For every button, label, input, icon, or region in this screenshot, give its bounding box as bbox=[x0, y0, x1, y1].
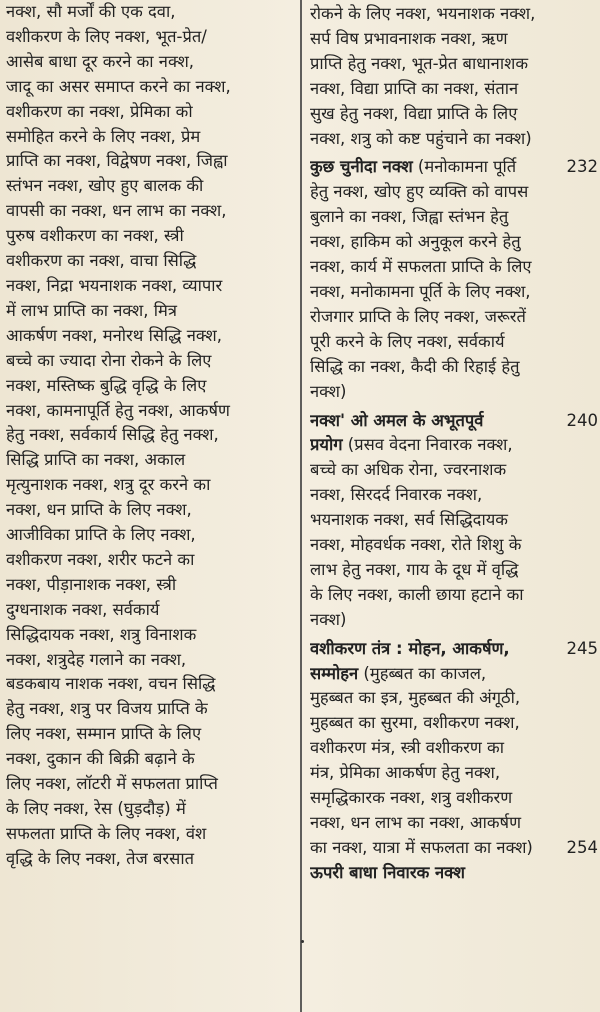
left-text-line: वशीकरण का नक्श, प्रेमिका को bbox=[6, 101, 193, 121]
right-intro-text bbox=[310, 2, 598, 151]
left-text-line: नक्श, मस्तिष्क बुद्धि वृद्धि के लिए bbox=[6, 375, 207, 395]
right-intro-line: सुख हेतु नक्श, विद्या प्राप्ति के लिए bbox=[310, 103, 518, 123]
left-text-line: वापसी का नक्श, धन लाभ का नक्श, bbox=[6, 201, 227, 221]
entry-text: (मनोकामना पूर्ति bbox=[412, 157, 517, 177]
entry-line: हेतु नक्श, खोए हुए व्यक्ति को वापस bbox=[310, 182, 529, 202]
left-text-line: नक्श, सौ मर्जों की एक दवा, bbox=[6, 2, 176, 21]
left-text-line: प्राप्ति का नक्श, विद्वेषण नक्श, जिह्वा bbox=[6, 151, 228, 171]
left-text-line: आसेब बाधा दूर करने का नक्श, bbox=[6, 51, 195, 71]
entry-text: (प्रसव वेदना निवारक नक्श, bbox=[342, 435, 513, 455]
entry-line: नक्श, हाकिम को अनुकूल करने हेतु bbox=[310, 232, 521, 252]
entry-line: नक्श, मोहवर्धक नक्श, रोते शिशु के bbox=[310, 535, 522, 555]
left-text-line: लिए नक्श, लॉटरी में सफलता प्राप्ति bbox=[6, 774, 218, 794]
entry-line: बच्चे का अधिक रोना, ज्वरनाशक bbox=[310, 460, 507, 480]
entry-line: नक्श) bbox=[310, 381, 347, 401]
page-number: 245 bbox=[566, 638, 598, 658]
print-speck bbox=[301, 940, 304, 943]
entry-title-continued: प्रयोग bbox=[310, 435, 343, 455]
entry-text: (मुहब्बत का काजल, bbox=[358, 663, 487, 683]
left-text-line: नक्श, निद्रा भयनाशक नक्श, व्यापार bbox=[6, 275, 223, 295]
entry-line: नक्श, मनोकामना पूर्ति के लिए नक्श, bbox=[310, 281, 531, 301]
left-text-line: मृत्युनाशक नक्श, शत्रु दूर करने का bbox=[6, 475, 211, 495]
entry-title: कुछ चुनीदा नक्श bbox=[310, 157, 413, 177]
left-column bbox=[6, 0, 294, 872]
right-column bbox=[310, 2, 598, 886]
toc-entry bbox=[310, 637, 598, 861]
entry-line: नक्श, सिरदर्द निवारक नक्श, bbox=[310, 485, 483, 505]
entry-body bbox=[310, 180, 598, 404]
entry-line: बुलाने का नक्श, जिह्वा स्तंभन हेतु bbox=[310, 207, 509, 227]
left-text-line: में लाभ प्राप्ति का नक्श, मित्र bbox=[6, 300, 178, 320]
entry-title: ऊपरी बाधा निवारक नक्श bbox=[310, 862, 465, 882]
entry-line: पूरी करने के लिए नक्श, सर्वकार्य bbox=[310, 331, 505, 351]
left-text-line: नक्श, धन प्राप्ति के लिए नक्श, bbox=[6, 500, 192, 520]
entry-line: वशीकरण मंत्र, स्त्री वशीकरण का bbox=[310, 738, 504, 758]
left-text-line: बडकबाय नाशक नक्श, वचन सिद्धि bbox=[6, 674, 216, 694]
right-intro-line: रोकने के लिए नक्श, भयनाशक नक्श, bbox=[310, 4, 536, 23]
toc-entry bbox=[310, 861, 598, 886]
column-divider bbox=[300, 0, 302, 1012]
left-text-line: हेतु नक्श, सर्वकार्य सिद्धि हेतु नक्श, bbox=[6, 425, 219, 445]
left-text-line: नक्श, शत्रुदेह गलाने का नक्श, bbox=[6, 649, 187, 669]
entry-line: के लिए नक्श, काली छाया हटाने का bbox=[310, 584, 524, 604]
left-text-line: के लिए नक्श, रेस (घुड़दौड़) में bbox=[6, 799, 186, 818]
entry-line: लाभ हेतु नक्श, गाय के दूध में वृद्धि bbox=[310, 559, 519, 579]
left-text-line: नक्श, दुकान की बिक्री बढ़ाने के bbox=[6, 749, 195, 769]
left-text-line: आकर्षण नक्श, मनोरथ सिद्धि नक्श, bbox=[6, 325, 222, 345]
right-intro-line: प्राप्ति हेतु नक्श, भूत-प्रेत बाधानाशक bbox=[310, 53, 529, 73]
entry-title-continued: सम्मोहन bbox=[310, 663, 359, 683]
toc-entry bbox=[310, 155, 598, 404]
right-intro-line: नक्श, शत्रु को कष्ट पहुंचाने का नक्श) bbox=[310, 128, 532, 148]
entry-title: नक्श' ओ अमल के अभूतपूर्व bbox=[310, 410, 484, 430]
entry-line: समृद्धिकारक नक्श, शत्रु वशीकरण bbox=[310, 788, 513, 808]
entry-line: भयनाशक नक्श, सर्व सिद्धिदायक bbox=[310, 510, 508, 530]
entry-body bbox=[310, 458, 598, 632]
left-text-line: हेतु नक्श, शत्रु पर विजय प्राप्ति के bbox=[6, 699, 208, 719]
left-text-line: आजीविका प्राप्ति के लिए नक्श, bbox=[6, 525, 196, 545]
left-text-line: बच्चे का ज्यादा रोना रोकने के लिए bbox=[6, 350, 212, 370]
left-text-line: दुग्धनाशक नक्श, सर्वकार्य bbox=[6, 599, 160, 619]
left-text-line: पुरुष वशीकरण का नक्श, स्त्री bbox=[6, 226, 184, 246]
left-text-line: सफलता प्राप्ति के लिए नक्श, वंश bbox=[6, 823, 207, 843]
left-text-line: नक्श, कामनापूर्ति हेतु नक्श, आकर्षण bbox=[6, 400, 230, 420]
left-text-line: सिद्धि प्राप्ति का नक्श, अकाल bbox=[6, 450, 186, 470]
right-intro-line: सर्प विष प्रभावनाशक नक्श, ऋण bbox=[310, 28, 508, 48]
left-text-line: सिद्धिदायक नक्श, शत्रु विनाशक bbox=[6, 624, 197, 644]
entry-line: रोजगार प्राप्ति के लिए नक्श, जरूरतें bbox=[310, 306, 526, 326]
left-text-line: वशीकरण नक्श, शरीर फटने का bbox=[6, 549, 195, 569]
left-text-line: वशीकरण के लिए नक्श, भूत-प्रेत/ bbox=[6, 26, 207, 46]
left-text-line: जादू का असर समाप्त करने का नक्श, bbox=[6, 76, 231, 96]
entry-line: मंत्र, प्रेमिका आकर्षण हेतु नक्श, bbox=[310, 763, 501, 783]
entry-line: मुहब्बत का सुरमा, वशीकरण नक्श, bbox=[310, 713, 520, 733]
left-text-line: वृद्धि के लिए नक्श, तेज बरसात bbox=[6, 848, 195, 868]
left-text-line: स्तंभन नक्श, खोए हुए बालक की bbox=[6, 176, 204, 196]
entry-line: नक्श, कार्य में सफलता प्राप्ति के लिए bbox=[310, 257, 532, 277]
left-text-line: लिए नक्श, सम्मान प्राप्ति के लिए bbox=[6, 724, 202, 744]
right-intro-line: नक्श, विद्या प्राप्ति का नक्श, संतान bbox=[310, 78, 519, 98]
page-number: 232 bbox=[566, 157, 598, 177]
page-number: 254 bbox=[566, 837, 598, 857]
entry-line: मुहब्बत का इत्र, मुहब्बत की अंगूठी, bbox=[310, 688, 521, 708]
left-text-line: नक्श, पीड़ानाशक नक्श, स्त्री bbox=[6, 574, 177, 594]
entry-line: सिद्धि का नक्श, कैदी की रिहाई हेतु bbox=[310, 356, 520, 376]
left-text-line: समोहित करने के लिए नक्श, प्रेम bbox=[6, 126, 201, 146]
entry-body bbox=[310, 686, 598, 860]
entry-line: नक्श, धन लाभ का नक्श, आकर्षण bbox=[310, 813, 522, 832]
left-text-line: वशीकरण का नक्श, वाचा सिद्धि bbox=[6, 251, 197, 271]
entry-line: का नक्श, यात्रा में सफलता का नक्श) 254 bbox=[310, 836, 598, 861]
toc-entry bbox=[310, 409, 598, 633]
entry-line: नक्श) bbox=[310, 609, 347, 629]
page-number: 240 bbox=[566, 410, 598, 430]
entry-title: वशीकरण तंत्र : मोहन, आकर्षण, bbox=[310, 638, 510, 658]
